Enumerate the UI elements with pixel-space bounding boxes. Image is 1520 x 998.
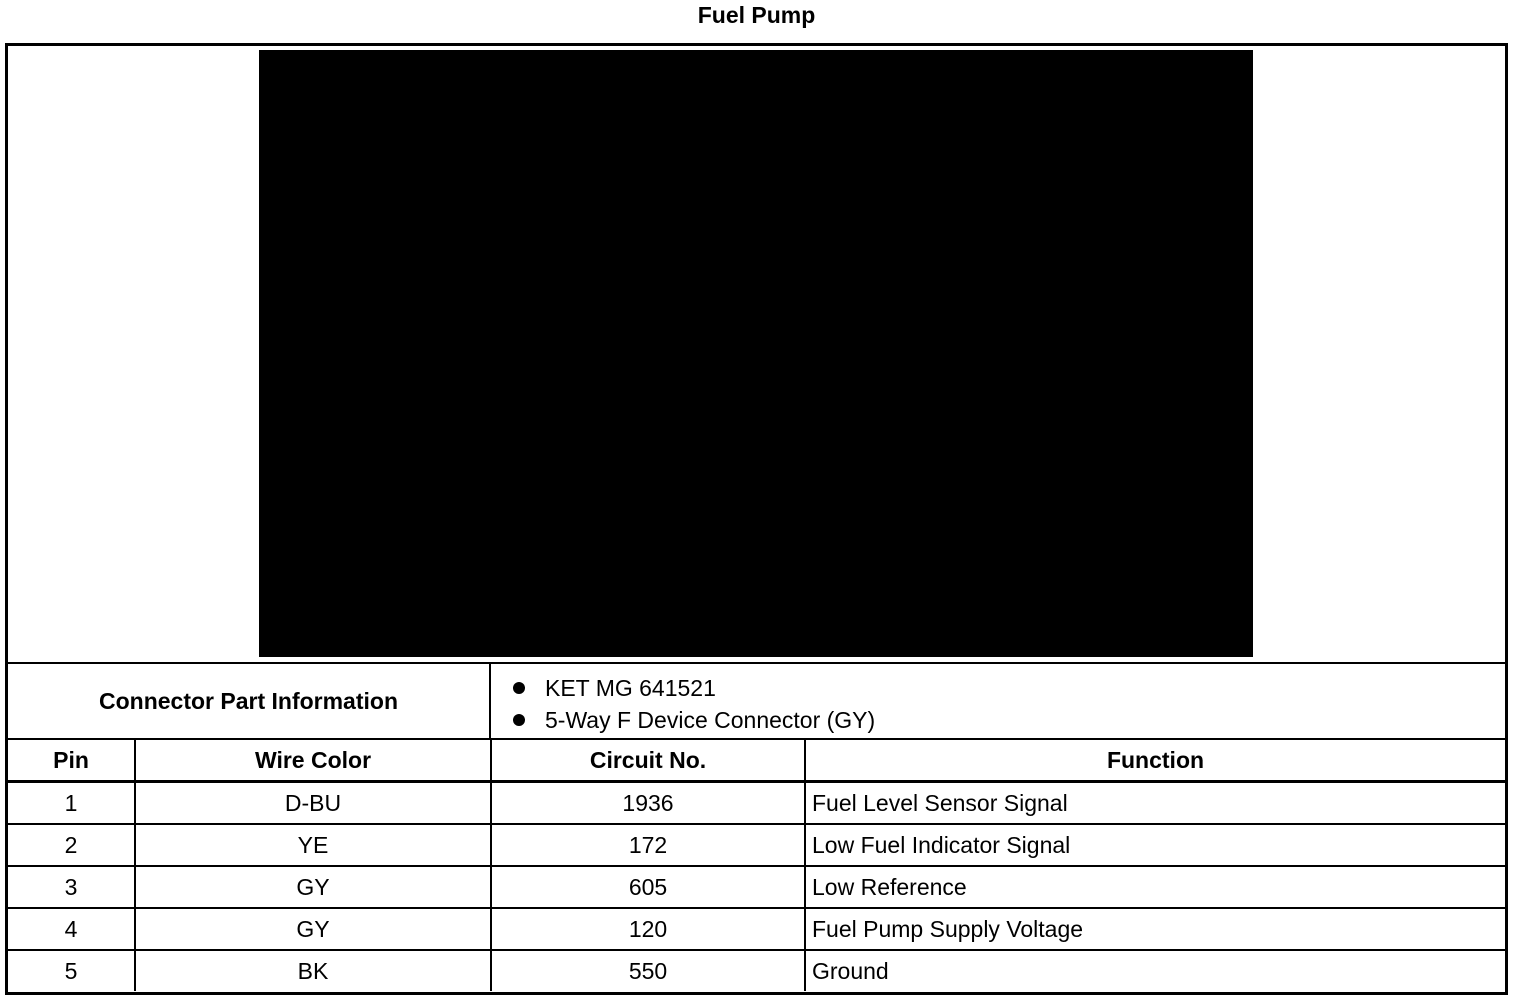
table-row <box>8 824 1505 866</box>
cell-pin: 1 <box>8 782 135 825</box>
bullet-icon <box>513 714 525 726</box>
cell-pin: 3 <box>8 866 135 908</box>
connector-part-info-list <box>513 672 875 736</box>
connector-part-info-label: Connector Part Information <box>8 664 491 738</box>
cell-circuit-no: 605 <box>491 866 805 908</box>
bullet-icon <box>513 682 525 694</box>
connector-part-info-item <box>513 672 875 704</box>
connector-image-area <box>8 46 1505 664</box>
connector-frame <box>5 43 1508 995</box>
cell-function: Fuel Pump Supply Voltage <box>805 908 1505 950</box>
cell-circuit-no: 1936 <box>491 782 805 825</box>
cell-function: Fuel Level Sensor Signal <box>805 782 1505 825</box>
connector-part-info-row <box>8 664 1505 740</box>
cell-wire-color: GY <box>135 908 491 950</box>
cell-wire-color: D-BU <box>135 782 491 825</box>
header-function: Function <box>805 740 1505 782</box>
connector-part-info-text: KET MG 641521 <box>545 675 716 701</box>
cell-function: Ground <box>805 950 1505 991</box>
table-row <box>8 950 1505 991</box>
cell-wire-color: YE <box>135 824 491 866</box>
connector-part-info-text: 5-Way F Device Connector (GY) <box>545 707 876 733</box>
header-wire-color: Wire Color <box>135 740 491 782</box>
table-row <box>8 866 1505 908</box>
header-circuit-no: Circuit No. <box>491 740 805 782</box>
connector-part-info-item <box>513 704 875 736</box>
cell-wire-color: BK <box>135 950 491 991</box>
cell-circuit-no: 120 <box>491 908 805 950</box>
cell-function: Low Fuel Indicator Signal <box>805 824 1505 866</box>
cell-wire-color: GY <box>135 866 491 908</box>
table-header-row <box>8 740 1505 782</box>
table-row <box>8 908 1505 950</box>
table-row <box>8 782 1505 825</box>
header-pin: Pin <box>8 740 135 782</box>
page-title: Fuel Pump <box>697 2 816 28</box>
cell-pin: 4 <box>8 908 135 950</box>
pinout-table <box>8 740 1505 991</box>
cell-circuit-no: 550 <box>491 950 805 991</box>
cell-circuit-no: 172 <box>491 824 805 866</box>
cell-pin: 5 <box>64 957 78 984</box>
connector-image <box>259 50 1253 657</box>
cell-function: Low Reference <box>805 866 1505 908</box>
cell-pin: 2 <box>8 824 135 866</box>
